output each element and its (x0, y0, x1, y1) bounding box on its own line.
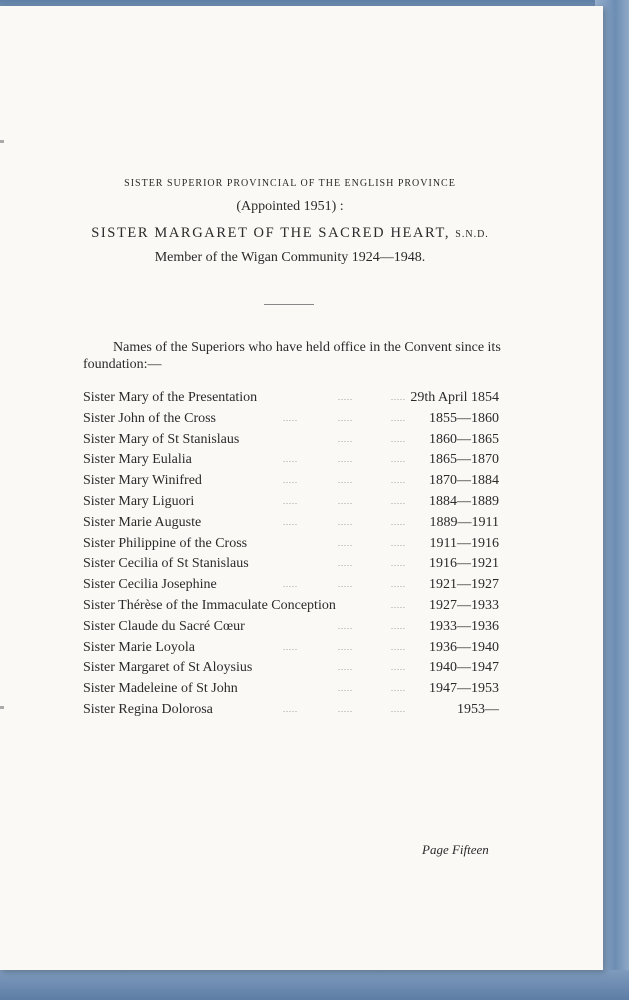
list-item (83, 388, 499, 409)
list-item (83, 534, 499, 555)
dot-leader: ..... (338, 538, 353, 548)
dot-leader: ..... (391, 538, 406, 548)
dot-leader: ..... (391, 496, 406, 506)
superior-name: Sister Mary Eulalia (83, 452, 192, 468)
superior-dates: 1911—1916 (429, 535, 499, 551)
dot-leader: ..... (391, 663, 406, 673)
superior-name: Sister Thérèse of the Immaculate Conception (83, 597, 336, 613)
dot-leader: ..... (391, 642, 406, 652)
dot-leader: ..... (283, 496, 298, 506)
superior-dates: 1860—1865 (429, 431, 499, 447)
dot-leader: ..... (391, 413, 406, 423)
list-item (83, 617, 499, 638)
dot-leader: ..... (391, 704, 406, 714)
dot-leader: ..... (338, 580, 353, 590)
list-item (83, 492, 499, 513)
dot-leader: ..... (391, 621, 406, 631)
superior-dates: 1947—1953 (429, 681, 499, 697)
superior-name: Sister Marie Loyola (83, 639, 195, 655)
superior-name: Sister Margaret of St Aloysius (83, 660, 253, 676)
dot-leader: ..... (391, 434, 406, 444)
superior-name: Sister Philippine of the Cross (83, 535, 248, 551)
dot-leader: ..... (283, 642, 298, 652)
dot-leader: ..... (391, 559, 406, 569)
section-divider (264, 304, 314, 305)
dot-leader: ..... (338, 434, 353, 444)
superior-name-text: SISTER MARGARET OF THE SACRED HEART, (91, 225, 451, 241)
list-item (83, 638, 499, 659)
superior-name (0, 225, 580, 242)
superior-dates: 1933—1936 (429, 618, 499, 634)
list-item (83, 596, 499, 617)
superior-name: Sister Mary Winifred (83, 473, 202, 489)
superior-name: Sister Cecilia of St Stanislaus (83, 556, 249, 572)
dot-leader: ..... (338, 476, 353, 486)
page-number: Page Fifteen (422, 842, 489, 857)
dot-leader: ..... (338, 704, 353, 714)
dot-leader: ..... (283, 580, 298, 590)
superior-dates: 1916—1921 (429, 556, 499, 572)
dot-leader: ..... (338, 393, 353, 402)
dot-leader: ..... (391, 476, 406, 486)
dot-leader: ..... (338, 684, 353, 694)
superior-name: Sister Mary of the Presentation (83, 390, 258, 405)
dot-leader: ..... (338, 517, 353, 527)
superior-dates: 1921—1927 (429, 577, 499, 593)
list-item (83, 679, 499, 700)
list-item (83, 513, 499, 534)
superior-name: Sister Marie Auguste (83, 514, 202, 530)
dot-leader: ..... (391, 580, 406, 590)
staple-mark (0, 706, 4, 709)
superior-name: Sister John of the Cross (83, 410, 216, 426)
superior-dates: 1953— (457, 701, 499, 717)
superior-dates: 1884—1889 (429, 493, 499, 509)
dot-leader: ..... (283, 476, 298, 486)
superior-name: Sister Claude du Sacré Cœur (83, 618, 245, 634)
membership-note: Member of the Wigan Community 1924—1948. (154, 250, 426, 265)
superior-name-suffix: S.N.D. (455, 229, 489, 240)
document-page (0, 6, 603, 970)
list-item (83, 471, 499, 492)
dot-leader: ..... (338, 559, 353, 569)
superior-dates: 1870—1884 (429, 473, 499, 489)
superiors-list (83, 388, 499, 721)
dot-leader: ..... (283, 413, 298, 423)
dot-leader: ..... (338, 413, 353, 423)
list-item (83, 430, 499, 451)
dot-leader: ..... (283, 455, 298, 465)
list-item (83, 575, 499, 596)
cover-bottom-edge (0, 970, 629, 1000)
dot-leader: ..... (391, 684, 406, 694)
list-item (83, 450, 499, 471)
superior-name: Sister Regina Dolorosa (83, 701, 213, 717)
superior-name: Sister Cecilia Josephine (83, 577, 217, 593)
superior-dates: 1927—1933 (429, 597, 499, 613)
dot-leader: ..... (283, 704, 298, 714)
superior-dates: 1936—1940 (429, 639, 499, 655)
superior-dates: 1889—1911 (429, 514, 499, 530)
dot-leader: ..... (338, 621, 353, 631)
superior-dates: 1865—1870 (429, 452, 499, 468)
dot-leader: ..... (391, 455, 406, 465)
superior-name: Sister Mary Liguori (83, 493, 195, 509)
dot-leader: ..... (338, 642, 353, 652)
intro-paragraph: Names of the Superiors who have held office in the Convent since its foundation:— (83, 340, 501, 372)
superior-name: Sister Madeleine of St John (83, 681, 238, 697)
superior-dates: 29th April 1854 (410, 390, 499, 405)
dot-leader: ..... (391, 517, 406, 527)
list-item (83, 554, 499, 575)
superior-name: Sister Mary of St Stanislaus (83, 431, 240, 447)
list-item (83, 409, 499, 430)
appointed-year: (Appointed 1951) : (236, 199, 344, 214)
superior-dates: 1855—1860 (429, 410, 499, 426)
superior-dates: 1940—1947 (429, 660, 499, 676)
superior-provincial-title: SISTER SUPERIOR PROVINCIAL OF THE ENGLISH PROVINCE (124, 178, 456, 189)
list-item (83, 658, 499, 679)
staple-mark (0, 140, 4, 143)
dot-leader: ..... (338, 663, 353, 673)
dot-leader: ..... (283, 517, 298, 527)
list-item (83, 700, 499, 721)
dot-leader: ..... (338, 496, 353, 506)
dot-leader: ..... (391, 600, 406, 610)
dot-leader: ..... (338, 455, 353, 465)
dot-leader: ..... (391, 393, 406, 402)
